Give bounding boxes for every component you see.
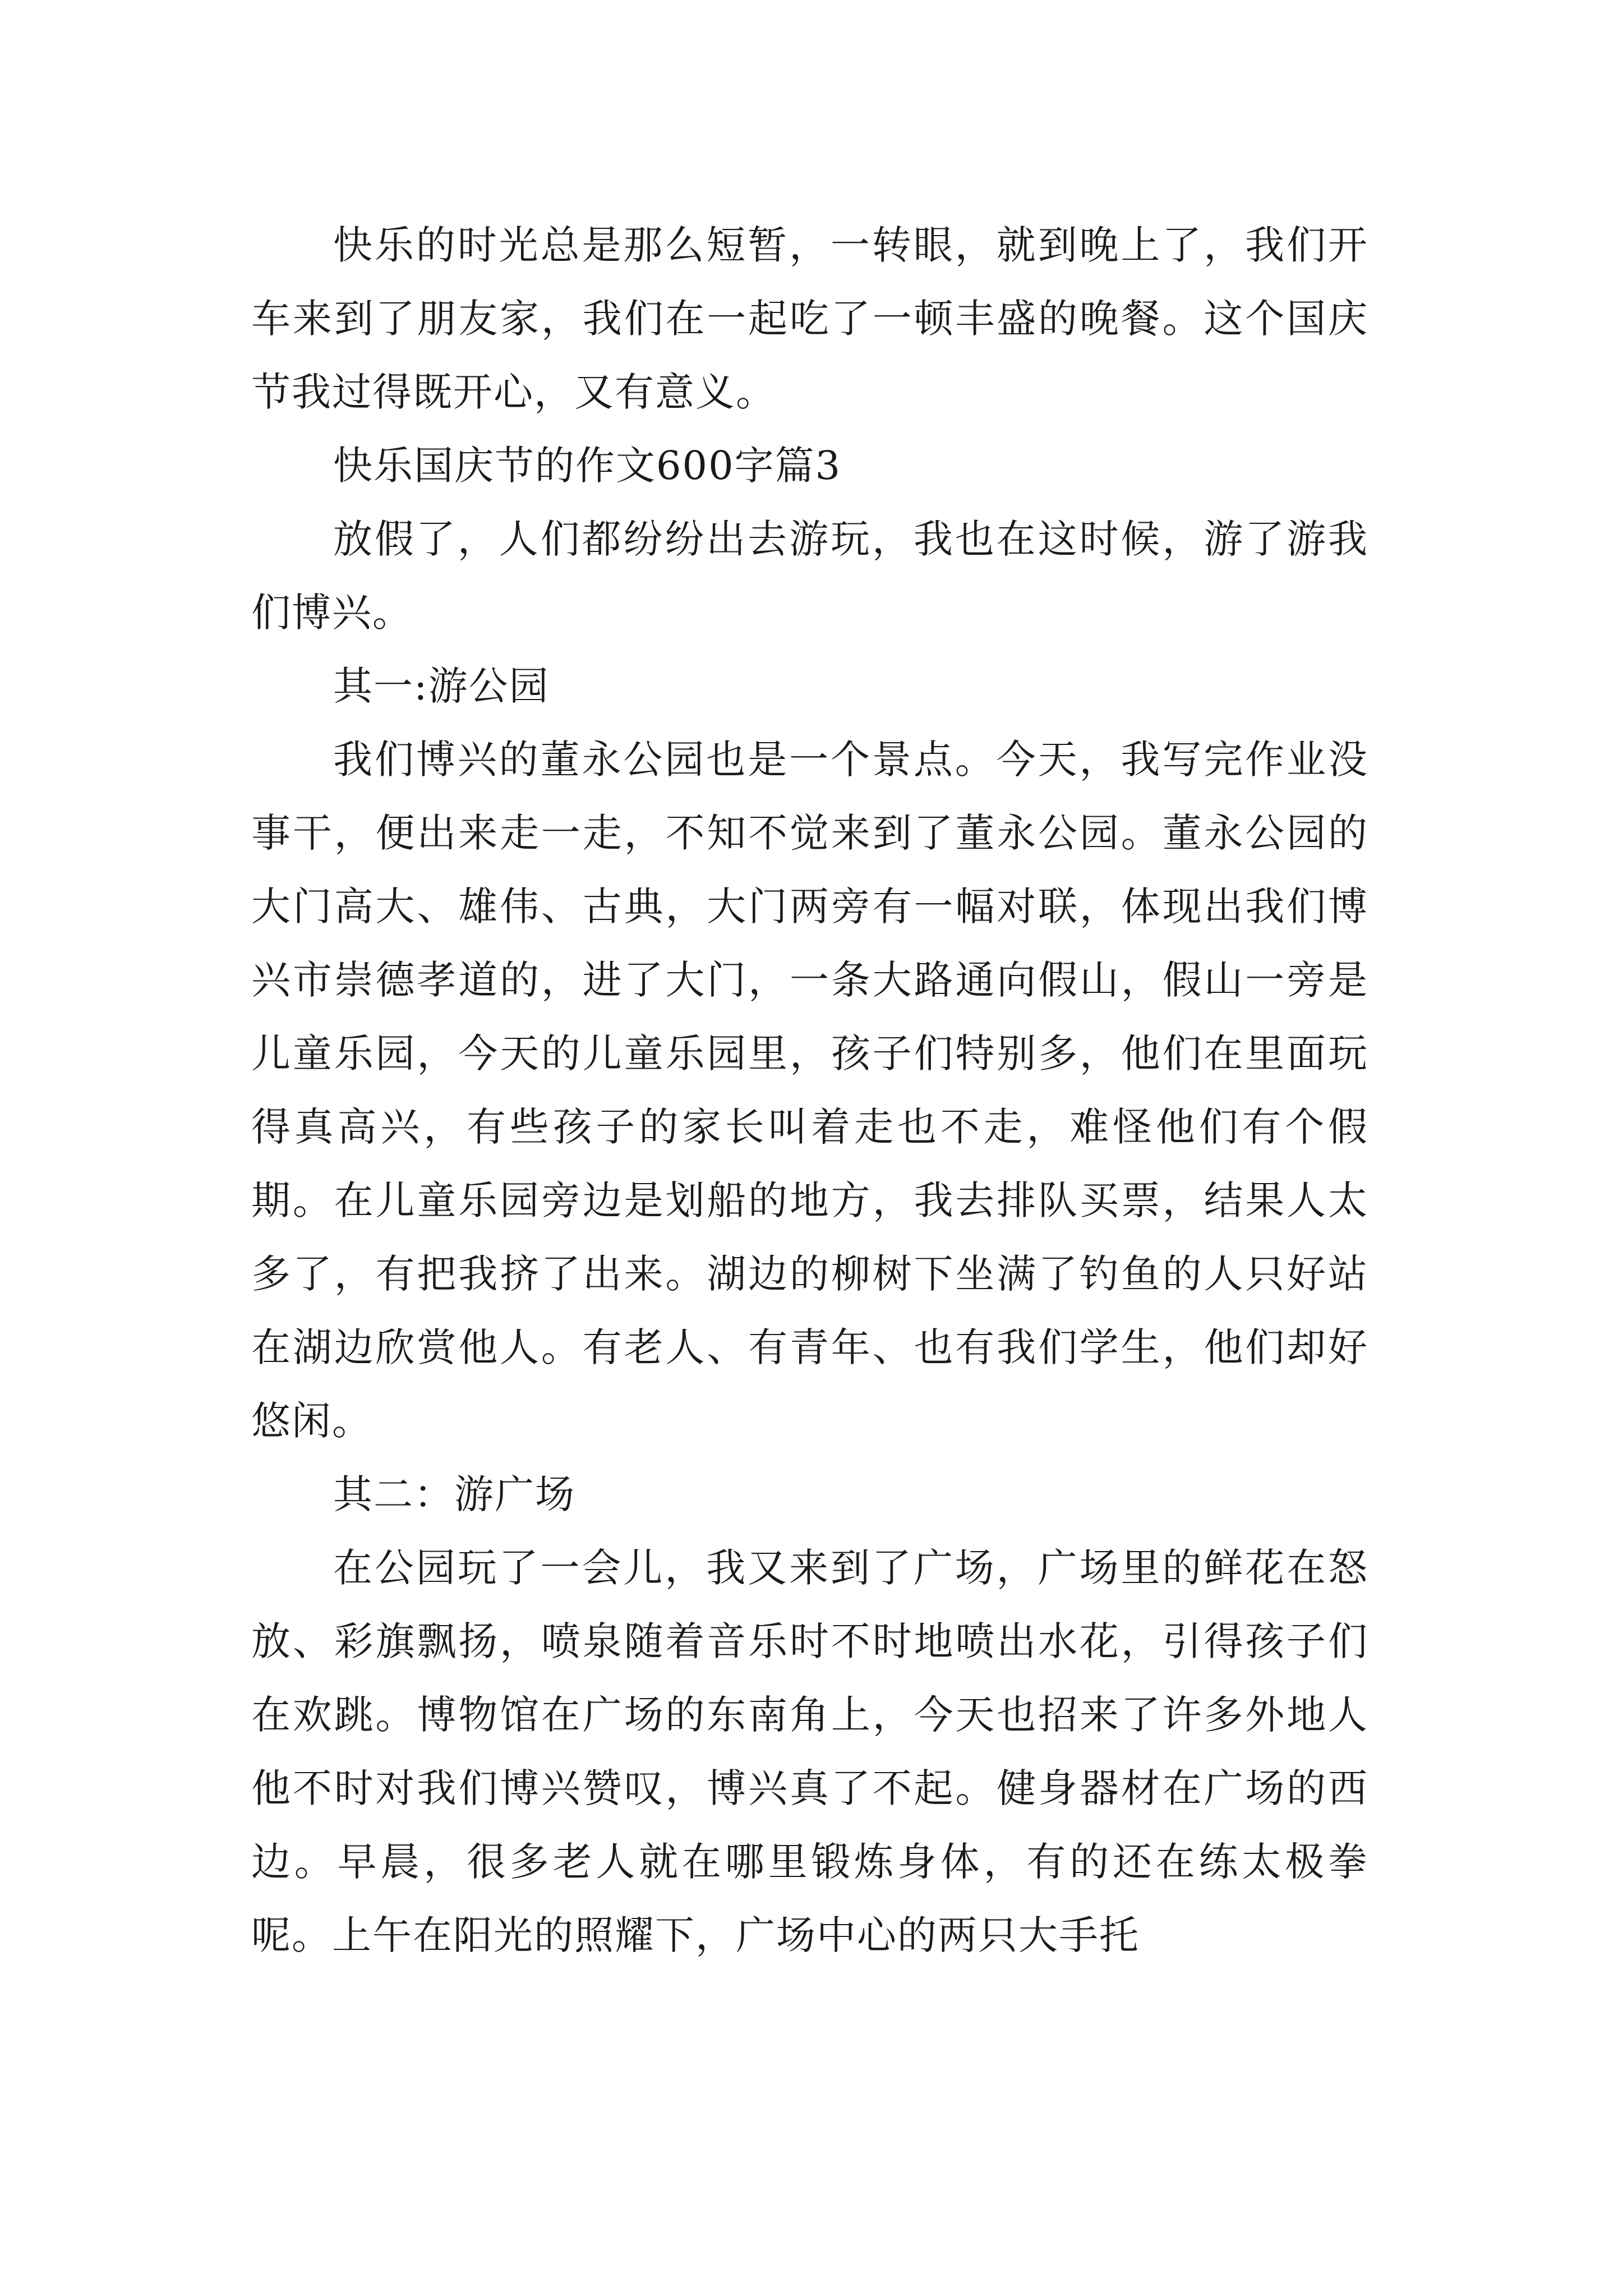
paragraph-park: 我们博兴的董永公园也是一个景点。今天，我写完作业没事干，便出来走一走，不知不觉来到了董永公园。董永公园的大门高大、雄伟、古典，大门两旁有一幅对联，体现出我们博兴市崇德孝道的，进了大门，一条大路通向假山，假山一旁是儿童乐园，今天的儿童乐园里，孩子们特别多，他们在里面玩得真高兴，有些孩子的家长叫着走也不走，难怪他们有个假期。在儿童乐园旁边是划船的地方，我去排队买票，结果人太多了，有把我挤了出来。湖边的柳树下坐满了钓鱼的人只好站在湖边欣赏他人。有老人、有青年、也有我们学生，他们却好悠闲。: [251, 737, 1368, 1444]
section-heading-park: 其一:游公园: [333, 663, 550, 709]
section-heading-square: 其二：游广场: [333, 1471, 575, 1517]
document-body: [251, 209, 1368, 1972]
paragraph-closing-day: 快乐的时光总是那么短暂，一转眼，就到晚上了，我们开车来到了朋友家，我们在一起吃了一顿丰盛的晚餐。这个国庆节我过得既开心，又有意义。: [251, 222, 1368, 415]
paragraph-square: 在公园玩了一会儿，我又来到了广场，广场里的鲜花在怒放、彩旗飘扬，喷泉随着音乐时不时地喷出水花，引得孩子们在欢跳。博物馆在广场的东南角上，今天也招来了许多外地人他不时对我们博兴赞叹，博兴真了不起。健身器材在广场的西边。早晨，很多老人就在哪里锻炼身体，有的还在练太极拳呢。上午在阳光的照耀下，广场中心的两只大手托: [251, 1545, 1368, 1958]
essay-heading: 快乐国庆节的作文600字篇3: [333, 443, 842, 489]
paragraph-intro: 放假了，人们都纷纷出去游玩，我也在这时候，游了游我们博兴。: [251, 516, 1368, 636]
